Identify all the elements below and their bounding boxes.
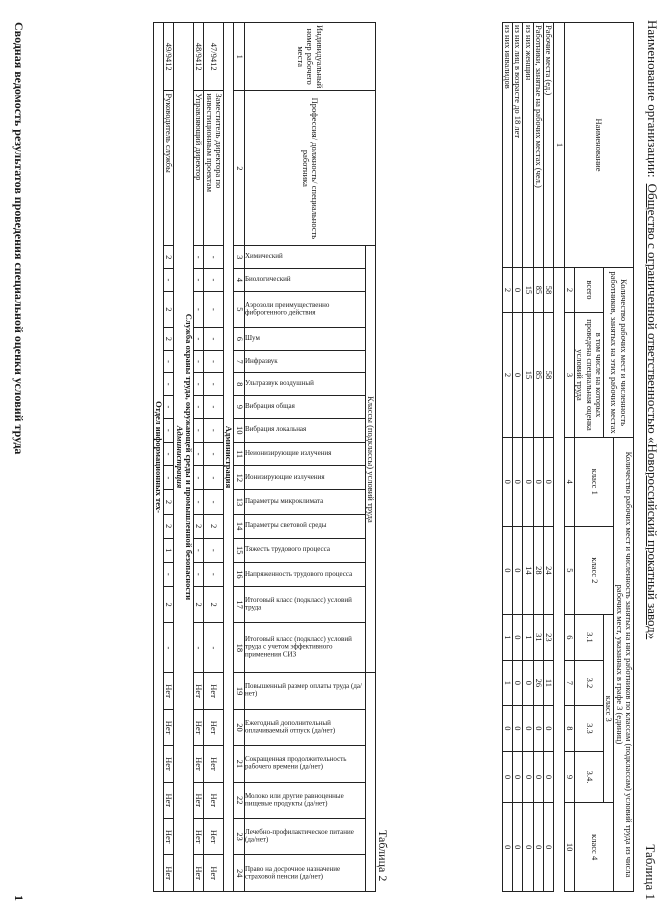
t2-factor-label: Инфразвук [244,356,278,365]
t2-col-number: 1 [234,23,244,91]
t2-row-id: 47/9412 [204,23,224,91]
t2-col-number: 8 [234,373,244,396]
t2-col-number: 23 [234,818,244,854]
t1-col-33: 3.3 [574,706,603,752]
t2-factor-label: Параметры микроклимата [244,497,323,506]
t2-cell: Нет [163,782,173,818]
t1-cell: 1 [502,615,512,661]
t2-factor-header [244,782,365,818]
t2-factor-label: Сокращенная продолжительность рабочего времени (да/нет) [244,755,347,771]
t1-num: 8 [564,706,574,752]
t2-col-number: 4 [234,269,244,292]
t2-cell: - [193,562,203,586]
t2-cell: 2 [163,291,173,327]
t2-cell: - [193,350,203,373]
t1-cell: 0 [502,526,512,615]
t1-col-sout: в том числе на которых проведена специальная оценка условий труда [574,313,603,438]
t2-section-row [223,23,233,892]
t1-cell: 0 [512,706,522,752]
t1-cell: 0 [512,751,522,803]
t1-num: 6 [564,615,574,661]
t2-cell: 2 [193,514,203,538]
t2-col-number: 16 [234,562,244,586]
t1-col-31: 3.1 [574,615,603,661]
t2-factor-label: Ультразвук воздушный [244,379,314,388]
t2-cell: - [193,623,203,673]
t2-section-sublabel: Администрация [174,425,185,489]
t1-cell: 58 [543,313,553,438]
t2-row-profession: Руководитель службы [163,91,173,246]
t1-cell: 14 [523,526,533,615]
t2-factor-header [244,269,365,292]
t1-col-class4: класс 4 [574,803,613,892]
t2-col-number: 20 [234,709,244,745]
t2-col-number: 17 [234,586,244,622]
t1-num: 1 [554,23,564,268]
t2-cell: - [163,269,173,292]
t1-cell: 2 [502,313,512,438]
t2-col-number: 6 [234,328,244,351]
t2-factor-label: Напряженность трудового процесса [244,569,352,578]
t2-factor-label: Аэрозоли преимущественно фиброгенного действия [244,300,330,317]
t2-cell: Нет [193,673,203,709]
document-title: Сводная ведомость результатов проведения специальной оценки условий труда [12,22,26,455]
t2-cell: - [204,490,224,514]
t2-cell: 2 [163,490,173,514]
t2-col-id: Индивидуальный номер рабочего места [244,23,375,91]
t1-col-group-classes: Количество рабочих мест и численность занятых на них работников по классам (подклассам) условий труда из числа рабочих мест, указанных в графе 3 (единиц) [614,438,634,892]
t2-cell: - [204,373,224,396]
t2-cell: Нет [163,855,173,892]
t1-cell: 0 [512,313,522,438]
t1-row [523,23,533,892]
t1-cell: 31 [533,615,543,661]
t1-row-name: Рабочие места (ед.) [543,23,553,268]
t1-row-name: из них инвалидов [502,23,512,268]
t2-cell: Нет [204,709,224,745]
t1-row [533,23,543,892]
t1-cell: 1 [523,615,533,661]
t1-col-name: Наименование [564,23,633,268]
t2-col-profession: Профессия/ должность/ специальность работника [244,91,375,246]
t2-col-classes-group: Классы (подклассы) условий труда [365,246,375,673]
t1-cell: 0 [512,438,522,527]
t1-cell: 0 [502,803,512,892]
t1-row [543,23,553,892]
t2-number-row [234,23,244,892]
t2-row-id: 48/9412 [193,23,203,91]
t1-row [512,23,522,892]
t2-factor-label: Лечебно-профилактическое питание (да/нет) [244,827,354,844]
t2-cell: Нет [193,709,203,745]
t1-num: 5 [564,526,574,615]
t2-cell: Нет [204,673,224,709]
results-table [153,22,376,892]
t2-col-number: 9 [234,396,244,419]
t2-cell: Нет [204,855,224,892]
table1-number: Таблица 1 [643,844,658,900]
t2-cell: - [193,269,203,292]
t2-cell: - [163,373,173,396]
t1-cell: 0 [523,751,533,803]
t2-cell: - [193,418,203,442]
t2-factor-label: Право на досрочное назначение страховой пенсии (да/нет) [244,864,340,881]
t2-cell: - [204,246,224,269]
t2-factor-header [244,328,365,351]
t2-cell: - [204,418,224,442]
t2-cell: - [204,350,224,373]
t1-cell: 0 [543,438,553,527]
t1-row [502,23,512,892]
t2-cell: - [204,269,224,292]
t2-cell: Нет [204,746,224,782]
t2-factor-header [244,396,365,419]
t2-factor-label: Химический [244,252,283,261]
t2-factor-label: Шум [244,334,260,343]
t1-cell: 0 [512,803,522,892]
t1-cell: 0 [543,803,553,892]
t1-cell: 0 [512,660,522,706]
t2-cell: - [204,623,224,673]
t2-col-number: 18 [234,623,244,673]
t1-cell: 85 [533,268,543,313]
t2-factor-header [244,586,365,622]
t2-cell: - [204,396,224,419]
t2-cell: - [204,538,224,562]
t2-cell: - [193,246,203,269]
t2-section-label: Отдел информационных тех- [153,401,164,513]
t2-row [193,23,203,892]
t2-col-number: 14 [234,514,244,538]
t2-cell: - [163,418,173,442]
t2-cell: Нет [193,746,203,782]
organization-name: Общество с ограниченной ответственностью «Новороссийский прокатный завод» [645,183,660,640]
t2-factor-label: Неионизирующие излучения [244,449,332,458]
t2-factor-header [244,490,365,514]
t1-row-name: из них лиц в возрасте до 18 лет [512,23,522,268]
t1-num: 2 [564,268,574,313]
t2-cell: - [163,442,173,466]
t2-col-number: 21 [234,746,244,782]
t2-cell: - [193,396,203,419]
t2-factor-header [244,418,365,442]
t2-cell: Нет [163,818,173,854]
t2-cell: 1 [163,538,173,562]
t1-col-32: 3.2 [574,660,603,706]
t2-col-number: 15 [234,538,244,562]
t1-cell: 0 [533,438,543,527]
t1-number-row-first [554,23,564,892]
t2-col-number: 19 [234,673,244,709]
t1-col-class2: класс 2 [574,526,613,615]
t2-row [204,23,224,892]
t1-cell: 0 [512,526,522,615]
t2-factor-header [244,818,365,854]
organization-label: Наименование организации: [645,20,660,178]
t1-cell: 0 [523,803,533,892]
t1-row-name: из них женщин [523,23,533,268]
t1-num: 7 [564,660,574,706]
t2-factor-label: Молоко или другие равноценные пищевые продукты (да/нет) [244,791,344,808]
t2-factor-header [244,442,365,466]
t2-cell: - [193,466,203,490]
t1-num: 3 [564,313,574,438]
t1-cell: 0 [533,803,543,892]
t2-cell: 2 [163,328,173,351]
t2-cell: - [193,538,203,562]
t1-row-name: Работники, занятые на рабочих местах (чел.) [533,23,543,268]
t1-col-class3: класс 3 [603,615,613,803]
t2-cell: - [163,396,173,419]
t2-cell: Нет [163,709,173,745]
t1-col-group-count: Количество рабочих мест и численность работников, занятых на этих рабочих местах [603,268,633,438]
t1-cell: 0 [543,706,553,752]
t2-row [163,23,173,892]
t1-cell: 15 [523,313,533,438]
t1-cell: 0 [512,268,522,313]
t2-factor-header [244,673,365,709]
t1-cell: 58 [543,268,553,313]
t2-factor-header [244,623,365,673]
t1-cell: 85 [533,313,543,438]
t2-row-profession: Управляющий директор [193,91,203,246]
t2-factor-header [244,350,365,373]
t2-factor-label: Вибрация локальная [244,425,306,434]
t2-cell: Нет [204,818,224,854]
t2-section-title [223,23,233,892]
t2-section-label: Администрация [224,425,235,489]
t2-factor-header [244,514,365,538]
t2-factor-header [244,291,365,327]
t2-factor-label: Биологический [244,275,291,284]
t2-section-title [153,23,163,892]
t2-col-number: 5 [234,291,244,327]
t2-cell: - [163,466,173,490]
t1-col-34: 3.4. [574,751,603,803]
t2-cell: - [163,350,173,373]
t2-cell: 2 [204,586,224,622]
t2-col-number: 24 [234,855,244,892]
summary-table [502,22,634,892]
t2-col-number: 7 [234,350,244,373]
t1-cell: 23 [543,615,553,661]
t1-cell: 0 [502,751,512,803]
t2-cell: Нет [163,746,173,782]
t2-factor-label: Итоговый класс (подкласс) условий труда с учетом эффективного применения СИЗ [244,635,352,659]
t2-factor-label: Ежегодный дополнительный оплачиваемый отпуск (да/нет) [244,718,335,735]
t2-factor-header [244,709,365,745]
t2-cell: - [193,328,203,351]
t2-row-id: 49/9412 [163,23,173,91]
t2-factor-header [244,373,365,396]
t2-factor-label: Ионизирующие излучения [244,473,325,482]
t2-section-label: Служба охраны труда, окружающей среды и промышленной безопасности [183,313,194,601]
t2-cell: - [193,490,203,514]
t2-cell: - [193,291,203,327]
t1-cell: 0 [523,660,533,706]
t2-cell: - [204,328,224,351]
t1-cell: 0 [533,706,543,752]
t1-cell: 15 [523,268,533,313]
t1-num: 4 [564,438,574,527]
t2-factor-label: Параметры световой среды [244,521,327,530]
t2-col-number: 11 [234,442,244,466]
t1-cell: 0 [502,706,512,752]
t1-cell: 0 [523,438,533,527]
t2-factor-label: Итоговый класс (подкласс) условий труда [244,595,352,612]
t2-col-number: 12 [234,466,244,490]
t2-section-row [153,23,163,892]
t2-factor-header [244,855,365,892]
t2-cell: - [204,466,224,490]
t2-cell: - [163,562,173,586]
t2-cell: 2 [163,246,173,269]
t2-cell: 2 [204,514,224,538]
t2-col-number: 10 [234,418,244,442]
t2-cell: - [193,442,203,466]
t1-cell: 11 [543,660,553,706]
t1-body [502,23,554,892]
t1-col-total: всего [574,268,603,313]
t2-factor-header [244,538,365,562]
t2-cell: Нет [193,818,203,854]
t1-num: 10 [564,803,574,892]
t2-factor-label: Тяжесть трудового процесса [244,545,330,554]
organization-line [644,20,660,639]
t1-cell: 0 [523,706,533,752]
t1-col-class1: класс 1 [574,438,613,527]
t1-cell: 2 [502,268,512,313]
t2-section-row [174,23,194,892]
t2-factor-label: Вибрация общая [244,402,295,411]
t2-cell: - [163,623,173,673]
t2-cell: Нет [193,855,203,892]
t2-cell: - [204,442,224,466]
page-number: 1 [12,895,26,901]
t2-factor-label: Повышенный размер оплаты труда (да/нет) [244,682,362,699]
t1-cell: 0 [533,751,543,803]
t2-cell: - [204,291,224,327]
table2-number: Таблица 2 [376,830,390,882]
t2-cell: - [204,562,224,586]
t2-section-title [174,23,194,892]
t2-body [153,23,234,892]
document-header [638,20,660,900]
t2-factor-header [244,466,365,490]
t1-cell: 28 [533,526,543,615]
t2-row-profession: Заместитель директора по инвестиционным проектам [204,91,224,246]
t2-col-number: 2 [234,91,244,246]
t2-factor-header [244,246,365,269]
t2-cell: 2 [193,586,203,622]
t2-col-number: 13 [234,490,244,514]
t2-factor-header [244,562,365,586]
t2-cell: 2 [163,514,173,538]
t2-cell: 2 [163,586,173,622]
t1-cell: 0 [502,438,512,527]
t1-num: 9 [564,751,574,803]
t2-col-number: 22 [234,782,244,818]
t2-cell: Нет [204,782,224,818]
t1-cell: 0 [512,615,522,661]
t2-cell: Нет [163,673,173,709]
t1-cell: 0 [543,751,553,803]
t2-col-number: 3 [234,246,244,269]
t2-cell: Нет [193,782,203,818]
t2-factor-header [244,746,365,782]
t1-cell: 1 [502,660,512,706]
t1-cell: 24 [543,526,553,615]
t1-cell: 26 [533,660,543,706]
t2-cell: - [193,373,203,396]
